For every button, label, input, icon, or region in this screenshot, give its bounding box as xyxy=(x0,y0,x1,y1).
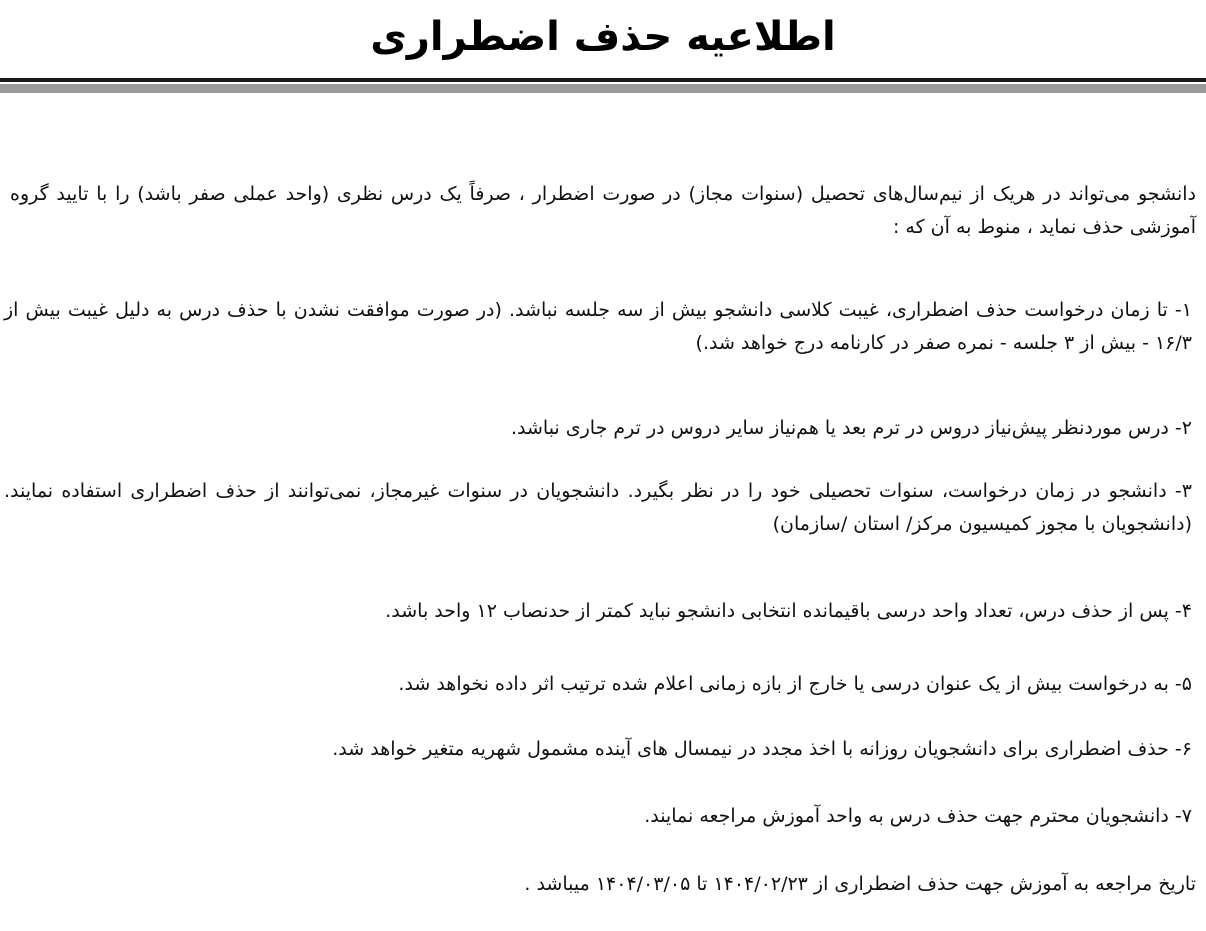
date-note: تاریخ مراجعه به آموزش جهت حذف اضطراری از ۱۴۰۴/۰۲/۲۳ تا ۱۴۰۴/۰۳/۰۵ میباشد . xyxy=(524,873,1196,895)
condition-item: ۲- درس موردنظر پیش‌نیاز دروس در ترم بعد یا هم‌نیاز سایر دروس در ترم جاری نباشد. xyxy=(510,417,1192,439)
condition-item: ۷- دانشجویان محترم جهت حذف درس به واحد آموزش مراجعه نمایند. xyxy=(644,805,1192,827)
title-divider-gray xyxy=(0,84,1206,93)
intro-paragraph: دانشجو می‌تواند در هریک از نیم‌سال‌های تحصیل (سنوات مجاز) در صورت اضطرار ، صرفاً یک درس نظری (واحد عملی صفر باشد) را با تایید گروه آموزشی حذف نماید ، منوط به آن که : xyxy=(10,183,1196,238)
condition-item: ۵- به درخواست بیش از یک عنوان درسی یا خارج از بازه زمانی اعلام شده ترتیب اثر داده نخواهد شد. xyxy=(398,673,1192,695)
condition-item: ۱- تا زمان درخواست حذف اضطراری، غیبت کلاسی دانشجو بیش از سه جلسه نباشد. (در صورت موافقت نشدن با حذف درس به دلیل غیبت بیش از ۱۶/۳ - بیش از ۳ جلسه - نمره صفر در کارنامه درج خواهد شد.) xyxy=(4,299,1192,354)
condition-item: ۴- پس از حذف درس، تعداد واحد درسی باقیمانده انتخابی دانشجو نباید کمتر از حدنصاب ۱۲ واحد باشد. xyxy=(385,600,1192,622)
title-divider-dark xyxy=(0,78,1206,82)
condition-item: ۳- دانشجو در زمان درخواست، سنوات تحصیلی خود را در نظر بگیرد. دانشجویان در سنوات غیرمجاز، نمی‌توانند از حذف اضطراری استفاده نمایند. (دانشجویان با مجوز کمیسیون مرکز/ استان /سازمان) xyxy=(4,480,1192,535)
page-title: اطلاعیه حذف اضطراری xyxy=(370,14,836,60)
condition-item: ۶- حذف اضطراری برای دانشجویان روزانه با اخذ مجدد در نیمسال های آینده مشمول شهریه متغیر خواهد شد. xyxy=(332,738,1192,760)
